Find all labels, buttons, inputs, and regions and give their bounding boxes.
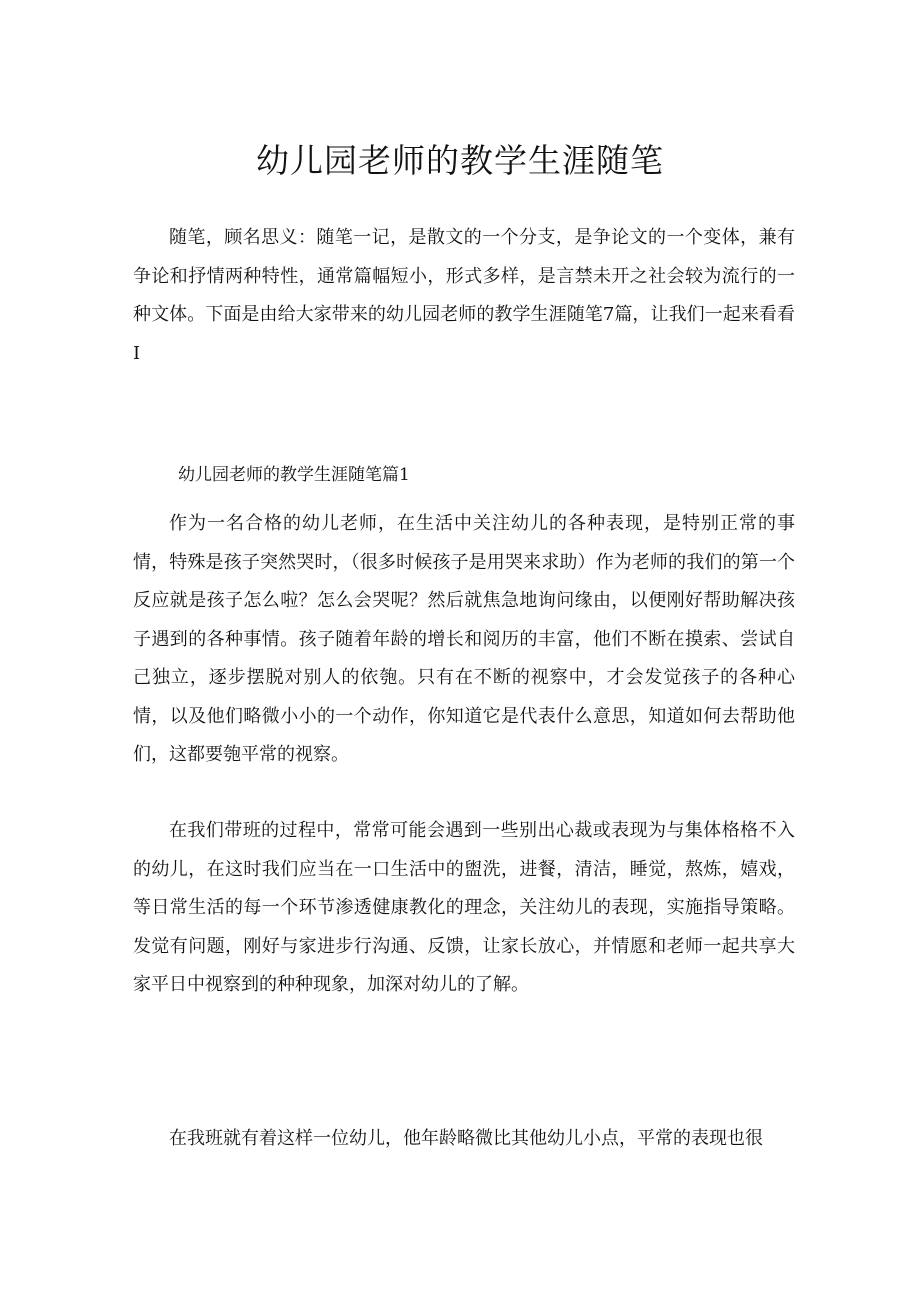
document-title: 幼儿园老师的教学生涯随笔 xyxy=(256,141,664,180)
intro-paragraph: 随笔，顾名思义：随笔一记，是散文的一个分支，是争论文的一个变体，兼有争论和抒情两种特性，通常篇幅短小，形式多样，是言禁未开之社会较为流行的一种文体。下面是由给大家带来的幼儿园老师的教学生涯随笔7篇，让我们一起来看看I xyxy=(133,227,795,364)
body-paragraph: 在我们带班的过程中，常常可能会遇到一些别出心裁或表现为与集体格格不入的幼儿，在这时我们应当在一口生活中的盥洗，进餐，清洁，睡觉，熬炼，嬉戏，等日常生活的每一个环节渗透健康教化的理念，关注幼儿的表现，实施指导策略。发觉有问题，刚好与家进步行沟通、反馈，让家长放心，并情愿和老师一起共享大家平日中视察到的种种现象，加深对幼儿的了解。 xyxy=(133,820,795,995)
body-paragraph: 作为一名合格的幼儿老师，在生活中关注幼儿的各种表现，是特别正常的事情，特殊是孩子突然哭时，（很多时候孩子是用哭来求助）作为老师的我们的第一个反应就是孩子怎么啦？怎么会哭呢？然后就焦急地询问缘由，以便刚好帮助解决孩子遇到的各种事情。孩子随着年龄的增长和阅历的丰富，他们不断在摸索、尝试自己独立，逐步摆脱对别人的依匏。只有在不断的视察中，才会发觉孩子的各种心情，以及他们略微小小的一个动作，你知道它是代表什么意思，知道如何去帮助他们，这都要匏平常的视察。 xyxy=(133,513,795,765)
body-paragraph: 在我班就有着这样一位幼儿，他年龄略微比其他幼儿小点，平常的表现也很 xyxy=(169,1128,763,1149)
section-heading: 幼儿园老师的教学生涯随笔篇1 xyxy=(178,465,410,485)
